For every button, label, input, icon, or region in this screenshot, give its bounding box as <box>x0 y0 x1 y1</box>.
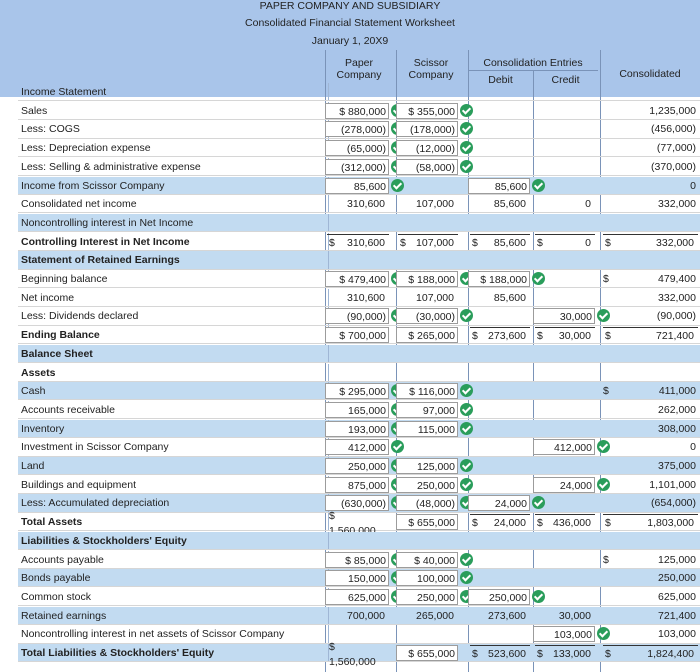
check-icon <box>460 309 473 322</box>
paper-input[interactable]: 150,000 <box>325 570 389 586</box>
paper-value: 310,600 <box>347 198 385 211</box>
scissor-input[interactable]: 115,000 <box>396 421 458 437</box>
consolidated-value: 1,235,000 <box>649 104 696 117</box>
debit-total: $ 24,000 <box>470 514 530 530</box>
paper-input[interactable]: $ 700,000 <box>325 327 389 343</box>
consolidated-value: $ 411,000 <box>603 385 696 398</box>
row-label: Noncontrolling interest in net assets of Scissor Company <box>21 628 285 641</box>
row-label-cell <box>18 476 329 493</box>
row-label: Common stock <box>21 590 92 603</box>
table-row <box>18 625 700 643</box>
row-label: Less: Dividends declared <box>21 310 139 323</box>
check-icon <box>460 403 473 416</box>
table-row <box>18 510 700 531</box>
consolidated-value: (456,000) <box>651 123 696 136</box>
scissor-value: 107,000 <box>416 198 454 211</box>
row-label-cell <box>18 494 329 511</box>
check-icon <box>460 459 473 472</box>
row-label-cell <box>18 644 329 661</box>
row-label-cell <box>18 551 329 568</box>
consolidated-total: $ 332,000 <box>603 234 698 250</box>
credit-input[interactable]: 24,000 <box>533 477 595 493</box>
credit-input[interactable]: 30,000 <box>533 308 595 324</box>
scissor-input[interactable]: 125,000 <box>396 458 458 474</box>
paper-input[interactable]: 85,600 <box>325 178 389 194</box>
row-label: Inventory <box>21 422 65 435</box>
table-row <box>18 233 700 251</box>
table-row <box>18 457 700 475</box>
col-paper-line2: Company <box>336 69 382 81</box>
col-credit: Credit <box>551 74 580 86</box>
paper-input[interactable]: (312,000) <box>325 159 389 175</box>
row-label: Cash <box>21 385 46 398</box>
credit-value: 30,000 <box>558 609 591 622</box>
scissor-input[interactable]: $ 116,000 <box>396 383 458 399</box>
debit-input[interactable]: 24,000 <box>468 495 530 511</box>
paper-input[interactable]: 412,000 <box>325 439 389 455</box>
consolidated-value: $ 125,000 <box>603 553 696 566</box>
scissor-input[interactable]: (58,000) <box>396 159 458 175</box>
row-label: Total Assets <box>21 516 83 529</box>
scissor-input[interactable]: $ 355,000 <box>396 103 458 119</box>
paper-input[interactable]: (65,000) <box>325 140 389 156</box>
scissor-value: 107,000 <box>416 291 454 304</box>
row-label-cell <box>18 270 329 287</box>
row-label: Bonds payable <box>21 572 91 585</box>
consolidated-value: 0 <box>690 441 696 454</box>
row-label-cell <box>18 289 329 306</box>
credit-total: $ 0 <box>535 234 595 250</box>
check-icon <box>532 590 545 603</box>
check-icon <box>460 553 473 566</box>
col-entries: Consolidation Entries <box>483 57 583 69</box>
paper-input[interactable]: 250,000 <box>325 458 389 474</box>
table-row <box>18 307 700 325</box>
col-debit: Debit <box>488 74 513 86</box>
row-label-cell <box>18 588 329 605</box>
check-icon <box>460 104 473 117</box>
table-row <box>18 569 700 587</box>
col-scissor-line1: Scissor <box>413 57 449 69</box>
consolidated-value: (370,000) <box>651 160 696 173</box>
paper-input[interactable]: $ 295,000 <box>325 383 389 399</box>
row-label-cell <box>18 83 329 100</box>
table-row <box>18 139 700 157</box>
row-label-cell <box>18 120 329 137</box>
debit-input[interactable]: $ 188,000 <box>468 271 530 287</box>
row-label-cell <box>18 625 329 642</box>
check-icon <box>460 160 473 173</box>
consolidated-value: 250,000 <box>658 572 696 585</box>
row-label-cell <box>18 102 329 119</box>
table-row <box>18 364 700 382</box>
paper-value: 310,600 <box>347 291 385 304</box>
company-title: PAPER COMPANY AND SUBSIDIARY <box>259 0 441 12</box>
consolidated-value: (77,000) <box>656 142 696 155</box>
consolidated-value: 332,000 <box>658 198 696 211</box>
row-label-cell <box>18 326 329 343</box>
table-row <box>18 345 700 363</box>
row-label: Controlling Interest in Net Income <box>21 235 190 248</box>
row-label-cell <box>18 532 329 549</box>
table-row <box>18 195 700 213</box>
scissor-input[interactable]: $ 188,000 <box>396 271 458 287</box>
col-paper <box>325 57 393 81</box>
consolidated-value: (654,000) <box>651 497 696 510</box>
check-icon <box>460 384 473 397</box>
paper-total: $ 310,600 <box>327 234 389 250</box>
check-icon <box>460 422 473 435</box>
row-label: Accounts payable <box>21 553 104 566</box>
table-row <box>18 326 700 344</box>
paper-input[interactable]: 193,000 <box>325 421 389 437</box>
row-label: Sales <box>21 104 48 117</box>
scissor-input[interactable]: $ 655,000 <box>396 645 458 661</box>
debit-total: $ 273,600 <box>470 327 530 343</box>
paper-input[interactable]: $ 479,400 <box>325 271 389 287</box>
debit-total: $ 523,600 <box>470 645 530 661</box>
consolidated-total: $ 721,400 <box>603 327 698 343</box>
row-label-cell <box>18 401 329 418</box>
row-label: Net income <box>21 291 75 304</box>
row-label: Total Liabilities & Stockholders' Equity <box>21 647 215 659</box>
check-icon <box>460 141 473 154</box>
row-label-cell <box>18 214 329 231</box>
row-label: Liabilities & Stockholders' Equity <box>21 534 187 547</box>
paper-input[interactable]: 625,000 <box>325 589 389 605</box>
paper-input[interactable]: (630,000) <box>325 495 389 511</box>
row-label: Less: Selling & administrative expense <box>21 160 201 173</box>
row-label: Less: Accumulated depreciation <box>21 497 170 510</box>
col-scissor <box>396 57 466 81</box>
table-row <box>18 270 700 288</box>
scissor-input[interactable]: (12,000) <box>396 140 458 156</box>
scissor-input[interactable]: $ 655,000 <box>396 514 458 530</box>
consolidated-value: 262,000 <box>658 403 696 416</box>
scissor-input[interactable]: (30,000) <box>396 308 458 324</box>
debit-input[interactable]: 85,600 <box>468 178 530 194</box>
table-row <box>18 158 700 176</box>
paper-input[interactable]: $ 85,000 <box>325 552 389 568</box>
scissor-input[interactable]: $ 40,000 <box>396 552 458 568</box>
row-label-cell <box>18 251 329 268</box>
table-row <box>18 532 700 550</box>
consolidated-total: $ 1,803,000 <box>603 514 698 530</box>
check-icon <box>460 571 473 584</box>
row-label: Investment in Scissor Company <box>21 441 169 454</box>
paper-input[interactable]: (278,000) <box>325 121 389 137</box>
row-label: Accounts receivable <box>21 403 115 416</box>
table-row <box>18 289 700 307</box>
row-label: Consolidated net income <box>21 198 137 211</box>
consolidated-value: 1,101,000 <box>649 478 696 491</box>
row-label: Ending Balance <box>21 329 100 342</box>
debit-input[interactable]: 250,000 <box>468 589 530 605</box>
table-row <box>18 420 700 438</box>
row-label-cell <box>18 569 329 586</box>
credit-input[interactable]: 103,000 <box>533 626 595 642</box>
scissor-input[interactable]: (48,000) <box>396 495 458 511</box>
table-row <box>18 438 700 456</box>
row-label-cell <box>18 513 329 530</box>
paper-total: $ <box>329 510 335 523</box>
row-label-cell <box>18 438 329 455</box>
row-label: Noncontrolling interest in Net Income <box>21 216 194 229</box>
scissor-input[interactable]: 250,000 <box>396 477 458 493</box>
credit-input[interactable]: 412,000 <box>533 439 595 455</box>
scissor-total: $ 107,000 <box>398 234 458 250</box>
table-row <box>18 641 700 668</box>
worksheet-date: January 1, 20X9 <box>311 35 389 47</box>
row-label: Income from Scissor Company <box>21 179 165 192</box>
table-row <box>18 401 700 419</box>
table-row <box>18 120 700 138</box>
consolidated-value: 103,000 <box>658 628 696 641</box>
row-label-cell <box>18 382 329 399</box>
row-label-cell <box>18 233 329 250</box>
row-label-cell <box>18 177 329 194</box>
col-scissor-line2: Company <box>408 69 454 81</box>
row-label: Less: COGS <box>21 123 80 136</box>
table-row <box>18 214 700 232</box>
consolidated-value: 375,000 <box>658 460 696 472</box>
check-icon <box>532 496 545 509</box>
consolidated-value: 625,000 <box>658 590 696 603</box>
paper-input[interactable]: $ 880,000 <box>325 103 389 119</box>
paper-value: 700,000 <box>347 609 385 622</box>
row-label-cell <box>18 139 329 156</box>
table-row <box>18 177 700 195</box>
paper-total: $ 1,560,000 <box>329 641 376 668</box>
table-row <box>18 102 700 120</box>
debit-value: 85,600 <box>493 198 526 211</box>
row-label-cell <box>18 364 329 381</box>
credit-value: 0 <box>585 198 591 211</box>
scissor-value: 265,000 <box>416 609 454 622</box>
row-label: Buildings and equipment <box>21 478 136 491</box>
paper-input[interactable]: (90,000) <box>325 308 389 324</box>
consolidated-value: 308,000 <box>658 422 696 435</box>
col-paper-line1: Paper <box>344 57 374 69</box>
scissor-input[interactable]: 250,000 <box>396 589 458 605</box>
table-row <box>18 607 700 625</box>
row-label: Assets <box>21 366 56 379</box>
consolidated-value: 721,400 <box>658 609 696 622</box>
paper-input[interactable]: 165,000 <box>325 402 389 418</box>
col-consolidated: Consolidated <box>619 68 681 80</box>
row-label-cell <box>18 607 329 624</box>
check-icon <box>460 478 473 491</box>
table-row <box>18 551 700 569</box>
row-label-cell <box>18 420 329 437</box>
check-icon <box>391 440 404 453</box>
row-label: Beginning balance <box>21 273 108 285</box>
consolidated-value: 332,000 <box>658 291 696 304</box>
scissor-input[interactable]: (178,000) <box>396 121 458 137</box>
debit-total: $ 85,600 <box>470 234 530 250</box>
table-row <box>18 382 700 400</box>
credit-total: $ 133,000 <box>535 645 595 661</box>
row-label: Less: Depreciation expense <box>21 142 151 155</box>
table-row <box>18 494 700 512</box>
table-row <box>18 83 700 101</box>
scissor-input[interactable]: 100,000 <box>396 570 458 586</box>
check-icon <box>532 179 545 192</box>
check-icon <box>460 122 473 135</box>
row-label-cell <box>18 345 329 362</box>
row-label-cell <box>18 307 329 324</box>
check-icon <box>391 179 404 192</box>
credit-total: $ 436,000 <box>535 514 595 530</box>
row-label: Retained earnings <box>21 609 107 622</box>
row-label-cell <box>18 457 329 474</box>
worksheet-title: Consolidated Financial Statement Worksheet <box>245 17 455 29</box>
table-row <box>18 251 700 269</box>
consolidated-total: $ 1,824,400 <box>603 645 698 661</box>
row-label: Land <box>21 460 45 472</box>
check-icon <box>532 272 545 285</box>
consolidated-value: $ 479,400 <box>603 273 696 285</box>
row-label-cell <box>18 195 329 212</box>
debit-value: 85,600 <box>493 291 526 304</box>
row-label-cell <box>18 158 329 175</box>
row-label: Statement of Retained Earnings <box>21 254 180 267</box>
debit-value: 273,600 <box>488 609 526 622</box>
consolidated-value: (90,000) <box>656 310 696 323</box>
row-label: Balance Sheet <box>21 347 93 360</box>
consolidated-value: 0 <box>690 179 696 192</box>
table-row <box>18 476 700 494</box>
table-row <box>18 588 700 606</box>
paper-input[interactable]: 875,000 <box>325 477 389 493</box>
row-label: Income Statement <box>21 86 107 98</box>
scissor-input[interactable]: 97,000 <box>396 402 458 418</box>
credit-total: $ 30,000 <box>535 327 595 343</box>
scissor-input[interactable]: $ 265,000 <box>396 327 458 343</box>
